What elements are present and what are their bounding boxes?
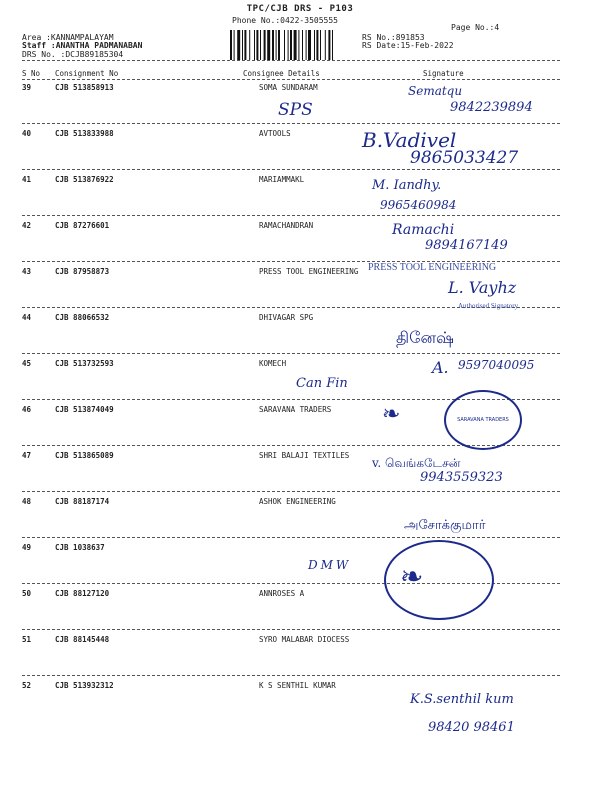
row-consignment-no: CJB 88187174 xyxy=(55,497,110,506)
signature-text: DMW xyxy=(308,558,352,572)
signature-text: தினேஷ் xyxy=(396,328,454,347)
row-consignment-no: CJB 513874049 xyxy=(55,405,114,414)
row-divider xyxy=(22,123,560,124)
company-stamp-label: Authorised Signatory xyxy=(458,302,519,310)
signature-phone: 9965460984 xyxy=(380,198,457,212)
row-consignee: SOMA SUNDARAM xyxy=(259,83,318,92)
row-consignment-no: CJB 87958873 xyxy=(55,267,110,276)
signature-text: L. Vayhz xyxy=(448,278,517,297)
row-consignee: SYRO MALABAR DIOCESS xyxy=(259,635,350,644)
row-consignment-no: CJB 513858913 xyxy=(55,83,114,92)
signature-phone: 9865033427 xyxy=(410,148,519,168)
row-consignment-no: CJB 87276601 xyxy=(55,221,110,230)
company-stamp: SARAVANA TRADERS xyxy=(444,390,522,450)
row-consignment-no: CJB 1038637 xyxy=(55,543,105,552)
company-stamp: PRESS TOOL ENGINEERING xyxy=(368,262,497,273)
row-consignment-no: CJB 513932312 xyxy=(55,681,114,690)
signature-phone: 9894167149 xyxy=(425,238,508,253)
column-header-consignment: Consignment No xyxy=(55,69,119,78)
area-field: Area :KANNAMPALAYAM xyxy=(22,33,114,42)
row-sno: 49 xyxy=(22,543,32,552)
row-divider xyxy=(22,353,560,354)
page-number: Page No.:4 xyxy=(451,23,500,32)
row-consignment-no: CJB 513865089 xyxy=(55,451,114,460)
row-consignment-no: CJB 88145448 xyxy=(55,635,110,644)
row-sno: 51 xyxy=(22,635,32,644)
row-sno: 47 xyxy=(22,451,32,460)
row-sno: 39 xyxy=(22,83,32,92)
phone-number: Phone No.:0422-3505555 xyxy=(232,16,338,25)
row-divider xyxy=(22,169,560,170)
row-consignee: ASHOK ENGINEERING xyxy=(259,497,336,506)
signature-text: v. வெங்கடேசன் xyxy=(372,456,461,470)
row-consignment-no: CJB 88066532 xyxy=(55,313,110,322)
row-divider xyxy=(22,629,560,630)
row-sno: 40 xyxy=(22,129,32,138)
divider xyxy=(22,60,560,61)
row-consignee: SHRI BALAJI TEXTILES xyxy=(259,451,350,460)
signature-text: Can Fin xyxy=(296,376,348,391)
document-title: TPC/CJB DRS - P103 xyxy=(246,4,354,14)
row-consignment-no: CJB 88127120 xyxy=(55,589,110,598)
row-divider xyxy=(22,537,560,538)
row-divider xyxy=(22,215,560,216)
signature-phone: 9597040095 xyxy=(458,358,535,372)
signature-scribble: ❧ xyxy=(400,560,424,593)
column-header-sno: S No xyxy=(22,69,41,78)
row-sno: 52 xyxy=(22,681,32,690)
signature-text: Sematqu xyxy=(408,84,463,98)
signature-text: M. Iandhy. xyxy=(372,178,442,193)
row-divider xyxy=(22,675,560,676)
row-sno: 44 xyxy=(22,313,32,322)
signature-scribble: ❧ xyxy=(382,402,401,427)
table-row xyxy=(0,312,600,358)
signature-phone: 9842239894 xyxy=(450,100,533,115)
row-sno: 46 xyxy=(22,405,32,414)
table-row xyxy=(0,542,600,588)
row-consignee: PRESS TOOL ENGINEERING xyxy=(259,267,359,276)
row-consignee: KOMECH xyxy=(259,359,287,368)
column-header-signature: Signature xyxy=(423,69,464,78)
row-sno: 41 xyxy=(22,175,32,184)
row-consignee: MARIAMMAKL xyxy=(259,175,305,184)
rs-number: RS No.:891853 xyxy=(362,33,425,42)
row-sno: 43 xyxy=(22,267,32,276)
row-consignee: SARAVANA TRADERS xyxy=(259,405,332,414)
row-sno: 42 xyxy=(22,221,32,230)
signature-text: B.Vadivel xyxy=(362,128,457,152)
staff-field: Staff :ANANTHA PADMANABAN xyxy=(22,41,143,50)
row-consignee: ANNROSES A xyxy=(259,589,305,598)
row-consignment-no: CJB 513833988 xyxy=(55,129,114,138)
row-sno: 48 xyxy=(22,497,32,506)
row-sno: 45 xyxy=(22,359,32,368)
rs-date: RS Date:15-Feb-2022 xyxy=(362,41,454,50)
table-row xyxy=(0,496,600,542)
row-divider xyxy=(22,491,560,492)
signature-text: Ramachi xyxy=(392,222,455,238)
table-row xyxy=(0,174,600,220)
signature-text: A. xyxy=(432,358,449,377)
barcode-image xyxy=(230,30,358,60)
signature-phone: 98420 98461 xyxy=(428,720,515,735)
table-row xyxy=(0,634,600,680)
row-consignee: DHIVAGAR SPG xyxy=(259,313,314,322)
drs-number: DRS No. :DCJB89185304 xyxy=(22,50,124,59)
table-row xyxy=(0,220,600,266)
row-sno: 50 xyxy=(22,589,32,598)
table-row xyxy=(0,588,600,634)
column-header-consignee: Consignee Details xyxy=(243,69,320,78)
signature-text: K.S.senthil kum xyxy=(410,692,514,707)
signature-text: அசோக்குமார் xyxy=(404,518,486,533)
signature-phone: 9943559323 xyxy=(420,470,503,485)
table-row xyxy=(0,450,600,496)
row-consignee: AVTOOLS xyxy=(259,129,291,138)
row-consignee: RAMACHANDRAN xyxy=(259,221,314,230)
row-consignee: K S SENTHIL KUMAR xyxy=(259,681,336,690)
row-consignment-no: CJB 513876922 xyxy=(55,175,114,184)
signature-text: SPS xyxy=(278,100,313,120)
row-consignment-no: CJB 513732593 xyxy=(55,359,114,368)
divider xyxy=(22,79,560,80)
